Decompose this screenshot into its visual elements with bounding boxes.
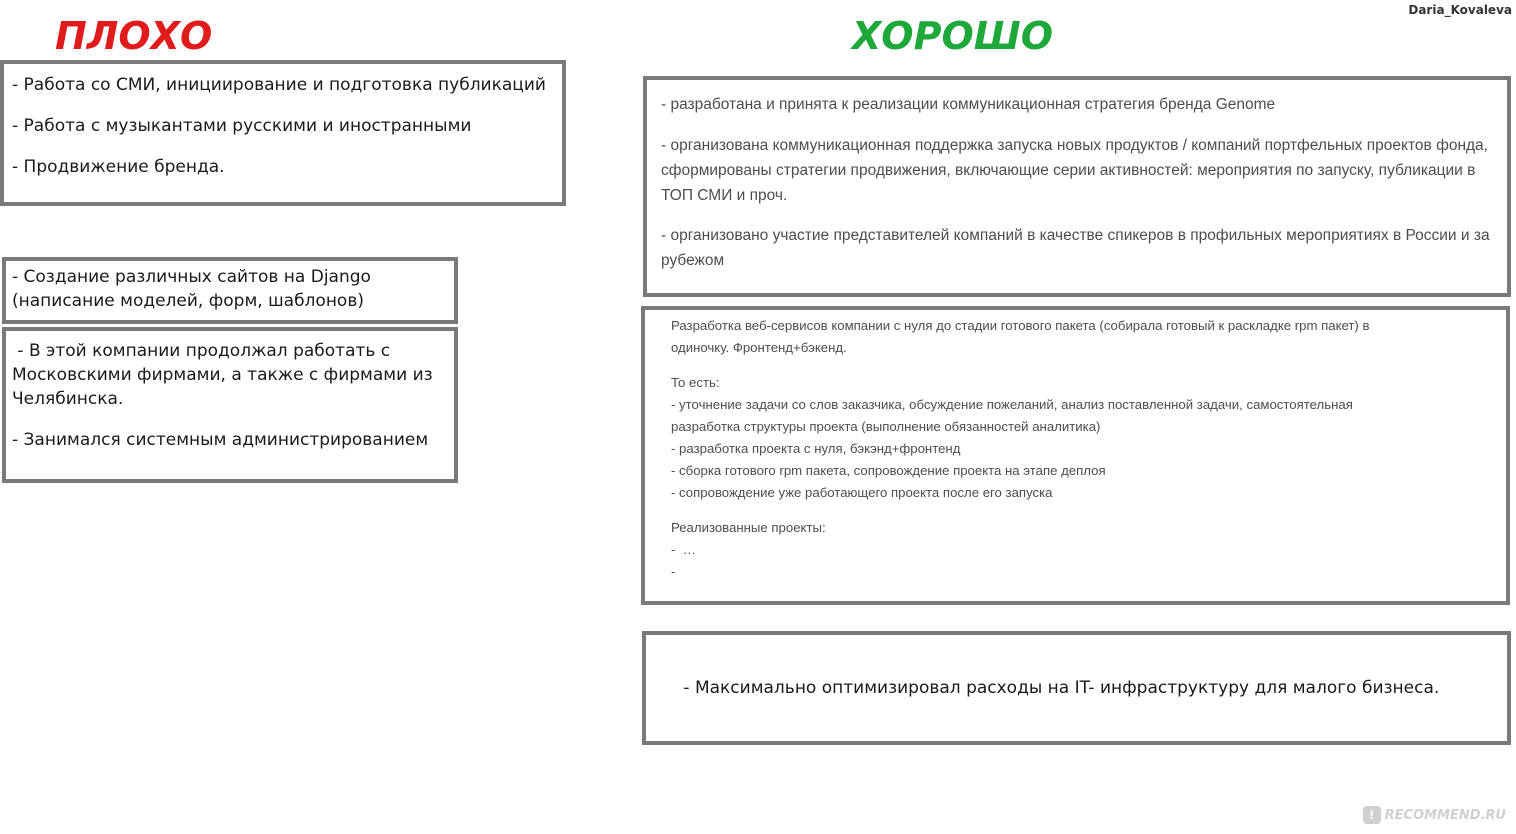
bad-box-pr: [0, 60, 566, 206]
text-line: одиночку. Фронтенд+бэкенд.: [671, 340, 847, 355]
text-line: [671, 504, 1480, 517]
text-line: -: [671, 564, 676, 580]
text-line: Реализованные проекты:: [671, 520, 826, 536]
text-line: ТОП СМИ и проч.: [661, 186, 788, 204]
bad-heading: ПЛОХО: [55, 14, 213, 58]
text-line: - Максимально оптимизировал расходы на IT- инфраструктуру для малого бизнеса.: [678, 678, 1440, 698]
text-line: Челябинска.: [12, 389, 124, 409]
text-line: - Создание различных сайтов на Django: [12, 267, 371, 287]
text-line: - сопровождение уже работающего проекта после его запуска: [671, 485, 1053, 501]
text-line: [12, 138, 554, 155]
text-line: [671, 359, 1480, 372]
text-line: - В этой компании продолжал работать с: [12, 341, 391, 361]
text-line: [12, 411, 448, 428]
text-line: - Работа со СМИ, инициирование и подготовка публикаций: [12, 75, 546, 95]
bad-box-admin-text: [12, 339, 448, 452]
text-line: рубежом: [661, 252, 725, 269]
text-line: - сборка готового rpm пакета, сопровождение проекта на этапе деплоя: [671, 463, 1106, 479]
good-box-pr-text: [661, 92, 1493, 273]
recommend-watermark: [1363, 806, 1506, 824]
good-box-dev-text: [671, 315, 1480, 583]
text-line: - Работа с музыкантами русскими и иностранными: [12, 116, 472, 136]
text-line: (написание моделей, форм, шаблонов): [12, 291, 364, 311]
good-heading: ХОРОШО: [852, 14, 1054, 58]
text-line: - …: [671, 542, 696, 558]
text-line: - Занимался системным администрированием: [12, 430, 429, 450]
author-name: Daria_Kovaleva: [1408, 3, 1512, 17]
text-line: - уточнение задачи со слов заказчика, обсуждение пожеланий, анализ поставленной задачи, самостоятельная: [671, 397, 1353, 413]
text-line: - организовано участие представителей компаний в качестве спикеров в профильных мероприятиях в России и за: [661, 227, 1490, 244]
bad-box-admin: [2, 327, 458, 483]
text-line: Разработка веб-сервисов компании с нуля до стадии готового пакета (собирала готовый к раскладке rpm пакет) в: [671, 318, 1370, 333]
text-line: сформированы стратегии продвижения, включающие серии активностей: мероприятия по запуску, публикации в: [661, 161, 1476, 179]
recommend-logo-icon: !: [1363, 806, 1381, 824]
bad-box-django-text: [12, 265, 448, 313]
text-line: То есть:: [671, 375, 720, 391]
text-line: [661, 117, 1493, 133]
text-line: - разработка проекта с нуля, бэкэнд+фронтенд: [671, 441, 961, 457]
bad-box-django: [2, 257, 458, 324]
good-box-pr: [643, 76, 1511, 297]
text-line: [661, 208, 1493, 224]
good-box-dev: [641, 306, 1510, 605]
good-box-admin-text: [678, 676, 1475, 700]
text-line: [12, 97, 554, 114]
watermark-text: RECOMMEND.RU: [1384, 807, 1506, 823]
text-line: - Продвижение бренда.: [12, 157, 225, 177]
text-line: - разработана и принята к реализации коммуникационная стратегия бренда Genome: [661, 96, 1276, 113]
text-line: - организована коммуникационная поддержка запуска новых продуктов / компаний портфельных проектов фонда,: [661, 136, 1488, 154]
good-box-admin: [642, 631, 1511, 745]
text-line: Московскими фирмами, а также с фирмами из: [12, 365, 433, 385]
text-line: разработка структуры проекта (выполнение обязанностей аналитика): [671, 419, 1101, 435]
bad-box-pr-text: [12, 73, 554, 179]
